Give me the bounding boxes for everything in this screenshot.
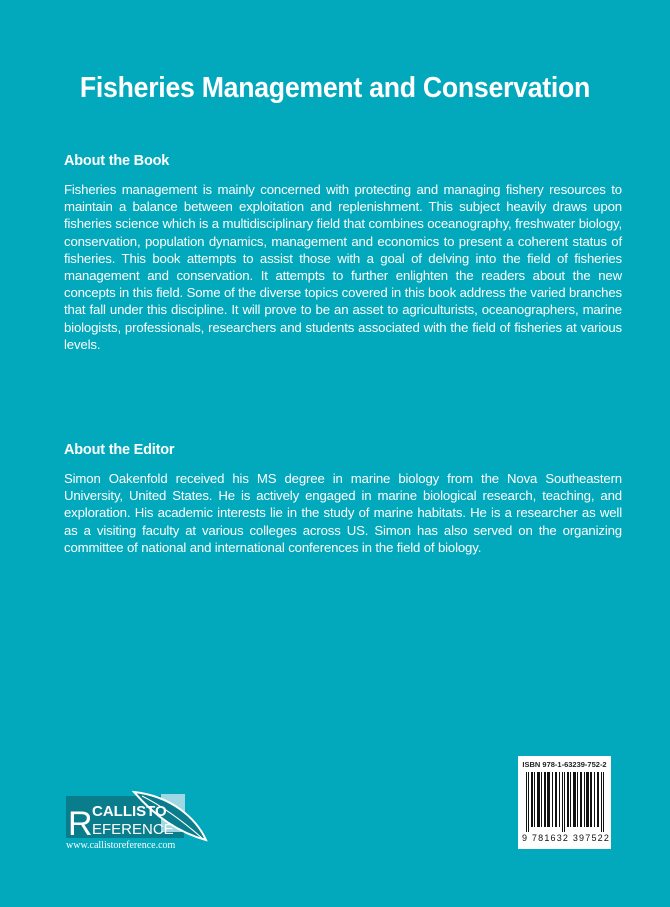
- svg-text:EFERENCE: EFERENCE: [92, 821, 174, 838]
- barcode-icon: [526, 772, 604, 832]
- about-book-text: Fisheries management is mainly concerned with protecting and managing fishery resources to maintain a balance between exploitation and replenishment. This subject heavily draws upon fisheries science which is a multidisciplinary field that combines oceanography, freshwater biology, conservation, population dynamics, management and economics to present a coherent status of fisheries. This book attempts to assist those with a goal of delving into the field of fisheries management and conservation. It attempts to further enlighten the readers about the new concepts in this field. Some of the diverse topics covered in this book address the varied branches that fall under this discipline. It will prove to be an asset to agriculturists, oceanographers, marine biologists, professionals, researchers and students associated with the field of fisheries at various levels.: [64, 182, 622, 352]
- about-book-heading: About the Book: [64, 153, 170, 169]
- about-editor-heading: About the Editor: [64, 442, 175, 458]
- about-editor-text: Simon Oakenfold received his MS degree in marine biology from the Nova Southeastern University, United States. He is actively engaged in marine biological research, teaching, and exploration. His academic interests lie in the study of marine habitats. He is a researcher as well as a visiting faculty at various colleges across US. Simon has also served on the organizing committee of national and international conferences in the field of biology.: [64, 471, 622, 555]
- isbn-label: ISBN 978-1-63239-752-2: [522, 760, 607, 769]
- isbn-digits: 9 781632 397522: [522, 833, 611, 843]
- about-book-section: [64, 153, 622, 353]
- about-editor-section: [64, 442, 622, 556]
- svg-text:CALLISTO: CALLISTO: [92, 803, 167, 820]
- book-title: Fisheries Management and Conservation: [79, 72, 591, 104]
- isbn-barcode-box: [518, 756, 611, 849]
- publisher-url: www.callistoreference.com: [66, 840, 176, 851]
- publisher-logo: [66, 790, 216, 845]
- svg-text:R: R: [68, 805, 93, 843]
